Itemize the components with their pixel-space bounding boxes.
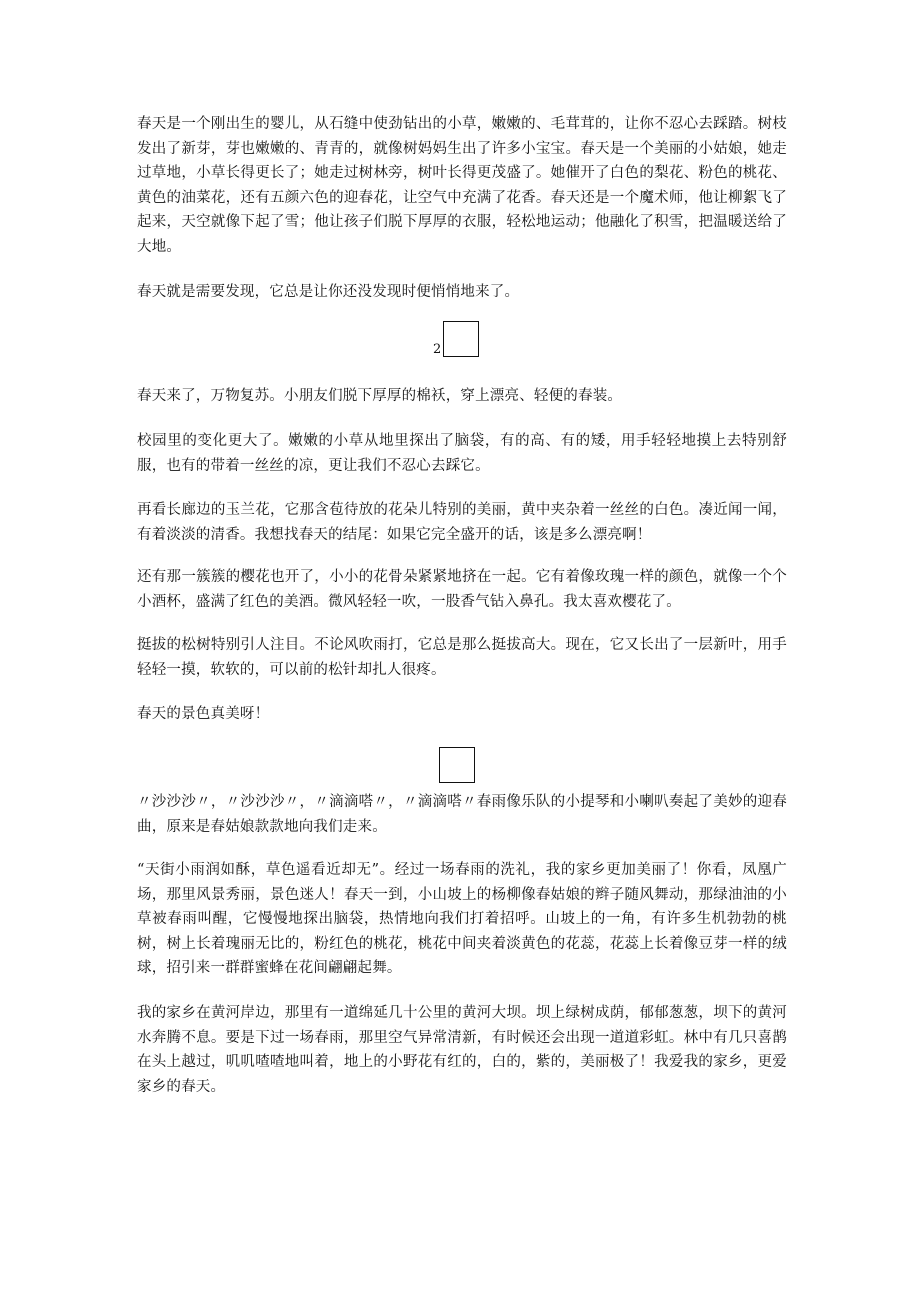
empty-square-box bbox=[439, 747, 475, 783]
paragraph-cherry-blossom: 还有那一簇簇的樱花也开了，小小的花骨朵紧紧地挤在一起。它有着像玫瑰一样的颜色，就像一个个小酒杯，盛满了红色的美酒。微风轻轻一吹，一股香气钻入鼻孔。我太喜欢樱花了。 bbox=[137, 569, 787, 610]
paragraph-campus-changes: 校园里的变化更大了。嫩嫩的小草从地里探出了脑袋，有的高、有的矮，用手轻轻地摸上去特别舒服，也有的带着一丝丝的凉，更让我们不忍心去踩它。 bbox=[137, 433, 787, 474]
paragraph-spring-baby: 春天是一个刚出生的婴儿，从石缝中使劲钻出的小草，嫩嫩的、毛茸茸的，让你不忍心去踩踏。树枝发出了新芽，芽也嫩嫩的、青青的，就像树妈妈生出了许多小宝宝。春天是一个美丽的小姑娘，她走过草地，小草长得更长了；她走过树林旁，树叶长得更茂盛了。她催开了白色的梨花、粉色的桃花、黄色的油菜花，还有五颜六色的迎春花，让空气中充满了花香。春天还是一个魔术师，他让柳絮飞了起来，天空就像下起了雪；他让孩子们脱下厚厚的衣服，轻松地运动；他融化了积雪，把温暖送给了大地。 bbox=[137, 116, 787, 255]
section-marker-3 bbox=[439, 747, 475, 783]
paragraph-magnolia: 再看长廊边的玉兰花，它那含苞待放的花朵儿特别的美丽，黄中夹杂着一丝丝的白色。凑近闻一闻，有着淡淡的清香。我想找春天的结尾：如果它完全盛开的话，该是多么漂亮啊！ bbox=[137, 502, 787, 543]
empty-square-box bbox=[443, 321, 479, 357]
paragraph-spring-arrives: 春天来了，万物复苏。小朋友们脱下厚厚的棉袄，穿上漂亮、轻便的春装。 bbox=[137, 388, 623, 404]
paragraph-spring-rain: 〃沙沙沙〃，〃沙沙沙〃，〃滴滴嗒〃，〃滴滴嗒〃春雨像乐队的小提琴和小喇叭奏起了美妙的迎春曲，原来是春姑娘款款地向我们走来。 bbox=[137, 794, 787, 835]
section-marker-2 bbox=[433, 321, 479, 357]
section-number: 2 bbox=[433, 342, 442, 357]
paragraph-spring-scenery: 春天的景色真美呀！ bbox=[137, 706, 270, 722]
paragraph-hometown: “天街小雨润如酥，草色遥看近却无”。经过一场春雨的洗礼，我的家乡更加美丽了！你看，凤凰广场，那里风景秀丽，景色迷人！春天一到，小山坡上的杨柳像春姑娘的辫子随风舞动，那绿油油的小草被春雨叫醒，它慢慢地探出脑袋，热情地向我们打着招呼。山坡上的一角，有许多生机勃勃的桃树，树上长着瑰丽无比的，粉红色的桃花，桃花中间夹着淡黄色的花蕊，花蕊上长着像豆芽一样的绒球，招引来一群群蜜蜂在花间翩翩起舞。 bbox=[137, 862, 787, 976]
paragraph-spring-discovery: 春天就是需要发现，它总是让你还没发现时便悄悄地来了。 bbox=[137, 284, 520, 300]
paragraph-yellow-river: 我的家乡在黄河岸边，那里有一道绵延几十公里的黄河大坝。坝上绿树成荫，郁郁葱葱，坝下的黄河水奔腾不息。要是下过一场春雨，那里空气异常清新，有时候还会出现一道道彩虹。林中有几只喜鹊在头上越过，叽叽喳喳地叫着，地上的小野花有红的，白的，紫的，美丽极了！我爱我的家乡，更爱家乡的春天。 bbox=[137, 1005, 787, 1095]
paragraph-pine-tree: 挺拔的松树特别引人注目。不论风吹雨打，它总是那么挺拔高大。现在，它又长出了一层新叶，用手轻轻一摸，软软的，可以前的松针却扎人很疼。 bbox=[137, 637, 787, 678]
